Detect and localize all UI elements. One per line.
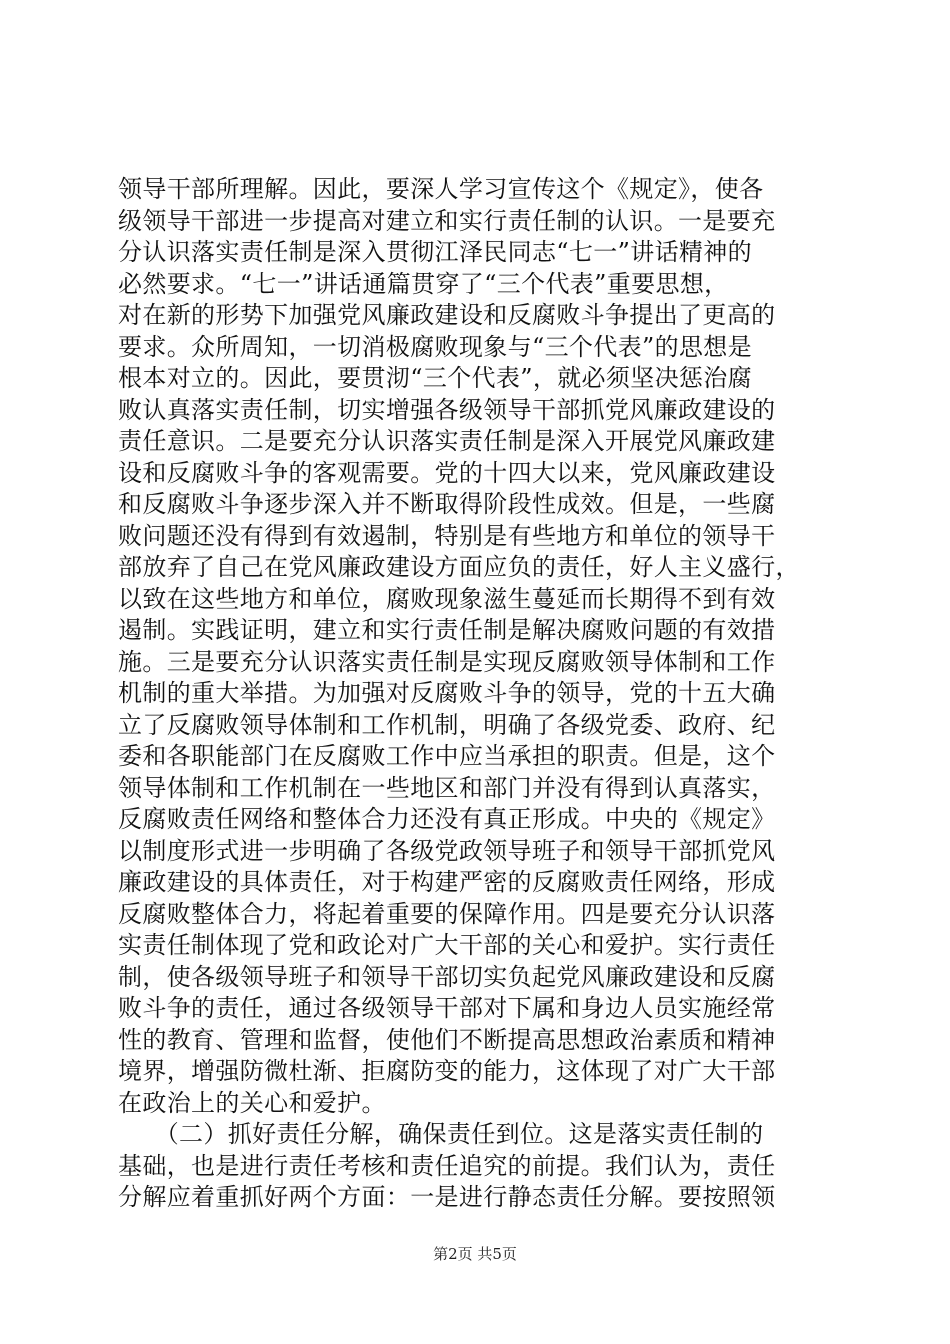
text-line: 境界，增强防微杜渐、拒腐防变的能力，这体现了对广大干部 (118, 1057, 776, 1085)
text-line: 责任意识。二是要充分认识落实责任制是深入开展党风廉政建 (118, 427, 776, 455)
text-line: 立了反腐败领导体制和工作机制，明确了各级党委、政府、纪 (118, 710, 776, 739)
text-line: 对在新的形势下加强党风廉政建设和反腐败斗争提出了更高的 (118, 301, 776, 329)
text-line: 制，使各级领导班子和领导干部切实负起党风廉政建设和反腐 (118, 962, 776, 991)
text-line: 分认识落实责任制是深入贯彻江泽民同志“七一”讲话精神的 (118, 238, 752, 266)
page-number-footer: 第2页 共5页 (433, 1245, 517, 1263)
text-line: 以制度形式进一步明确了各级党政领导班子和领导干部抓党风 (118, 836, 776, 865)
text-line: （二）抓好责任分解，确保责任到位。这是落实责任制的 (118, 1120, 764, 1148)
text-line: 设和反腐败斗争的客观需要。党的十四大以来，党风廉政建设 (118, 458, 776, 487)
text-line: 廉政建设的具体责任，对于构建严密的反腐败责任网络，形成 (118, 868, 776, 896)
text-line: 性的教育、管理和监督，使他们不断提高思想政治素质和精神 (118, 1025, 776, 1054)
text-line: 级领导干部进一步提高对建立和实行责任制的认识。一是要充 (118, 206, 776, 235)
text-line: 施。三是要充分认识落实责任制是实现反腐败领导体制和工作 (118, 647, 776, 676)
text-line: 反腐败整体合力，将起着重要的保障作用。四是要充分认识落 (118, 899, 776, 928)
text-line: 败认真落实责任制，切实增强各级领导干部抓党风廉政建设的 (118, 395, 776, 424)
text-line: 败斗争的责任，通过各级领导干部对下属和身边人员实施经常 (118, 994, 776, 1022)
body-text (118, 174, 834, 1214)
text-line: 必然要求。“七一”讲话通篇贯穿了“三个代表”重要思想， (118, 269, 729, 298)
text-line: 反腐败责任网络和整体合力还没有真正形成。中央的《规定》 (118, 805, 776, 833)
text-line: 领导干部所理解。因此，要深人学习宣传这个《规定》，使各 (118, 175, 764, 203)
text-line: 机制的重大举措。为加强对反腐败斗争的领导，党的十五大确 (118, 679, 776, 707)
text-line: 分解应着重抓好两个方面：一是进行静态责任分解。要按照领 (118, 1183, 776, 1211)
text-line: 以致在这些地方和单位，腐败现象滋生蔓延而长期得不到有效 (118, 584, 776, 613)
text-line: 遏制。实践证明，建立和实行责任制是解决腐败问题的有效措 (118, 616, 776, 644)
text-line: 基础，也是进行责任考核和责任追究的前提。我们认为，责任 (118, 1151, 776, 1180)
text-line: 要求。众所周知，一切消极腐败现象与“三个代表”的思想是 (118, 332, 752, 361)
text-line: 败问题还没有得到有效遏制，特别是有些地方和单位的领导干 (118, 521, 776, 550)
text-line: 领导体制和工作机制在一些地区和部门并没有得到认真落实， (118, 773, 776, 802)
text-line: 实责任制体现了党和政论对广大干部的关心和爱护。实行责任 (118, 931, 776, 959)
text-line: 和反腐败斗争逐步深入并不断取得阶段性成效。但是，一些腐 (118, 490, 776, 518)
text-line: 部放弃了自己在党风廉政建设方面应负的责任，好人主义盛行， (118, 553, 800, 581)
text-line: 委和各职能部门在反腐败工作中应当承担的职责。但是，这个 (118, 742, 776, 770)
text-line: 在政治上的关心和爱护。 (118, 1088, 386, 1117)
text-line: 根本对立的。因此，要贯沏“三个代表”，就必须坚决惩治腐 (118, 364, 752, 392)
